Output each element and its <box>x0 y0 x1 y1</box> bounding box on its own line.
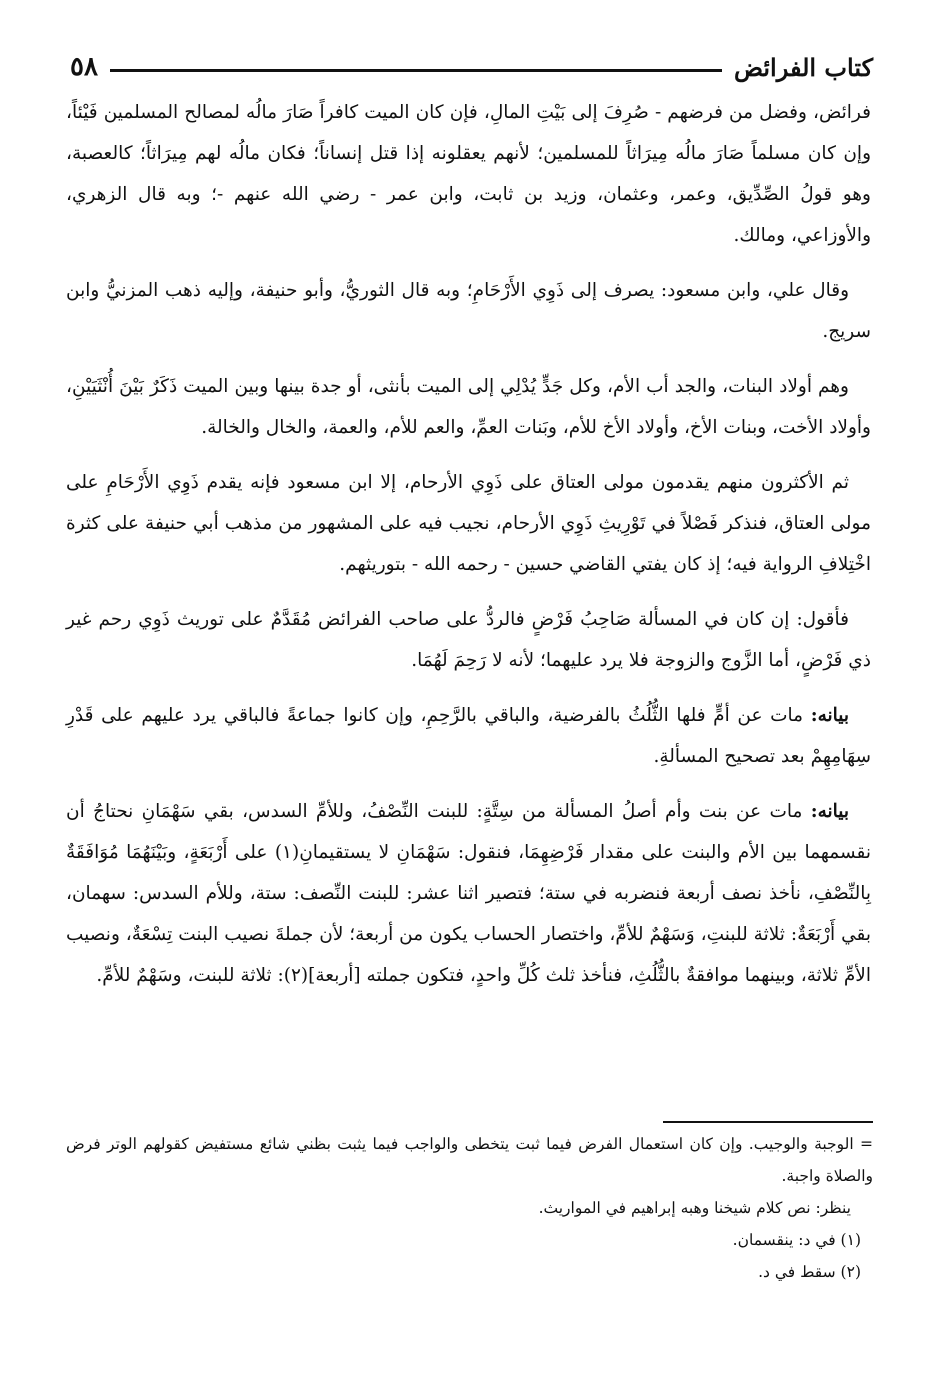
paragraph-text: فرائض، وفضل من فرضهم - صُرِفَ إلى بَيْتِ المالِ، فإن كان الميت كافراً صَارَ مالُه لمصالح المسلمين فَيْئاً، وإن كان مسلماً صَارَ مالُه مِيرَاثاً للمسلمين؛ لأنهم يعقلونه إذا قتل إنساناً؛ فكان مالُه لهم مِيرَاثاً؛ كالعصبة، وهو قولُ الصِّدِّيق، وعمر، وعثمان، وزيد بن ثابت، وابن عمر - رضي الله عنهم -؛ وبه قال الزهري، والأوزاعي، ومالك. <box>66 102 871 246</box>
paragraph-text: فأقول: إن كان في المسألة صَاحِبُ فَرْضٍ فالردُّ على صاحب الفرائض مُقَدَّمٌ على توريث ذَوِي رحم غير ذي فَرْضٍ، أما الزَّوج والزوجة فلا يرد عليهما؛ لأنه لا رَحِمَ لَهُمَا. <box>66 609 871 671</box>
footnote-1: (١) في د: ينقسمان. <box>732 1231 861 1249</box>
paragraph-text: ثم الأكثرون منهم يقدمون مولى العتاق على ذَوِي الأرحام، إلا ابن مسعود فإنه يقدم ذَوِي الأَرْحَامِ على مولى العتاق، فنذكر فَصْلاً في تَوْرِيثِ ذَوِي الأرحام، نجيب فيه على المشهور من مذهب أبي حنيفة على كثرة اخْتِلافِ الرواية فيه؛ إذ كان يفتي القاضي حسين - رحمه الله - بتوريثهم. <box>66 472 871 575</box>
paragraph-7 <box>66 791 871 996</box>
paragraph-text: وهم أولاد البنات، والجد أب الأم، وكل جَدٍّ يُدْلِي إلى الميت بأنثى، أو جدة بينها وبين الميت ذَكَرٌ بَيْنَ أُنْثَيَيْنِ، وأولاد الأخت، وبنات الأخ، وأولاد الأخ للأم، وبَنات العمِّ، والعم للأم، والعمة، والخال والخالة. <box>66 376 871 438</box>
footnotes <box>66 1128 873 1288</box>
page-header <box>70 40 873 80</box>
header-rule <box>110 69 722 72</box>
paragraph-6 <box>66 695 871 777</box>
paragraph-2 <box>66 270 871 352</box>
paragraph-lead: بيانه: <box>810 801 849 822</box>
main-text <box>66 92 871 1010</box>
paragraph-text: مات عن بنت وأم أصلُ المسألة من سِتَّةٍ: للبنت النِّصْفُ، وللأمِّ السدس، بقي سَهْمَانِ نحتاجُ أن نقسمهما بين الأم والبنت على مقدار فَرْضِهِمَا، فنقول: سَهْمَانِ لا يستقيمانِ(١) على أَرْبَعَةٍ، وبَيْنَهُمَا مُوَافَقَةٌ بِالنِّصْفِ، نأخذ نصف أربعة فنضربه في ستة؛ فتصير اثنا عشر: للبنت النِّصف: ستة، وللأم السدس: سهمان، بقي أَرْبَعَةٌ: ثلاثة للبنتِ، وَسَهْمٌ للأمِّ، واختصار الحساب يكون من أربعة؛ لأن جملةَ نصيب البنت تِسْعَةٌ، ونصيب الأمِّ ثلاثة، وبينهما موافقةٌ بالثُّلُثِ، فنأخذ ثلث كُلِّ واحدٍ، فتكون جملته [أربعة](٢): ثلاثة للبنت، وسَهْمٌ للأمِّ. <box>66 801 872 986</box>
footnote-continued: = الوجبة والوجيب. وإن كان استعمال الفرض فيما ثبت يتخطى والواجب فيما يثبت بظني شائع مستفيض كقولهم الوتر فرض والصلاة واجبة. <box>66 1135 873 1185</box>
paragraph-1 <box>66 92 871 256</box>
paragraph-lead: بيانه: <box>810 705 849 726</box>
paragraph-3 <box>66 366 871 448</box>
paragraph-text: وقال علي، وابن مسعود: يصرف إلى ذَوِي الأَرْحَامِ؛ وبه قال الثوريُّ، وأبو حنيفة، وإليه ذهب المزنيُّ وابن سريج. <box>66 280 871 342</box>
paragraph-5 <box>66 599 871 681</box>
page-number: ٥٨ <box>70 52 98 82</box>
footnote-reference: ينظر: نص كلام شيخنا وهبه إبراهيم في المواريث. <box>538 1199 851 1217</box>
book-title: كتاب الفرائض <box>733 53 873 82</box>
footnote-separator <box>663 1121 873 1123</box>
footnote-2: (٢) سقط في د. <box>758 1263 861 1281</box>
paragraph-4 <box>66 462 871 585</box>
paragraph-text: مات عن أمٍّ فلها الثُّلُثُ بالفرضية، والباقي بالرَّحِمِ، وإن كانوا جماعةً فالباقي يرد عليهم على قَدْرِ سِهَامِهِمْ بعد تصحيح المسألةِ. <box>66 705 871 767</box>
